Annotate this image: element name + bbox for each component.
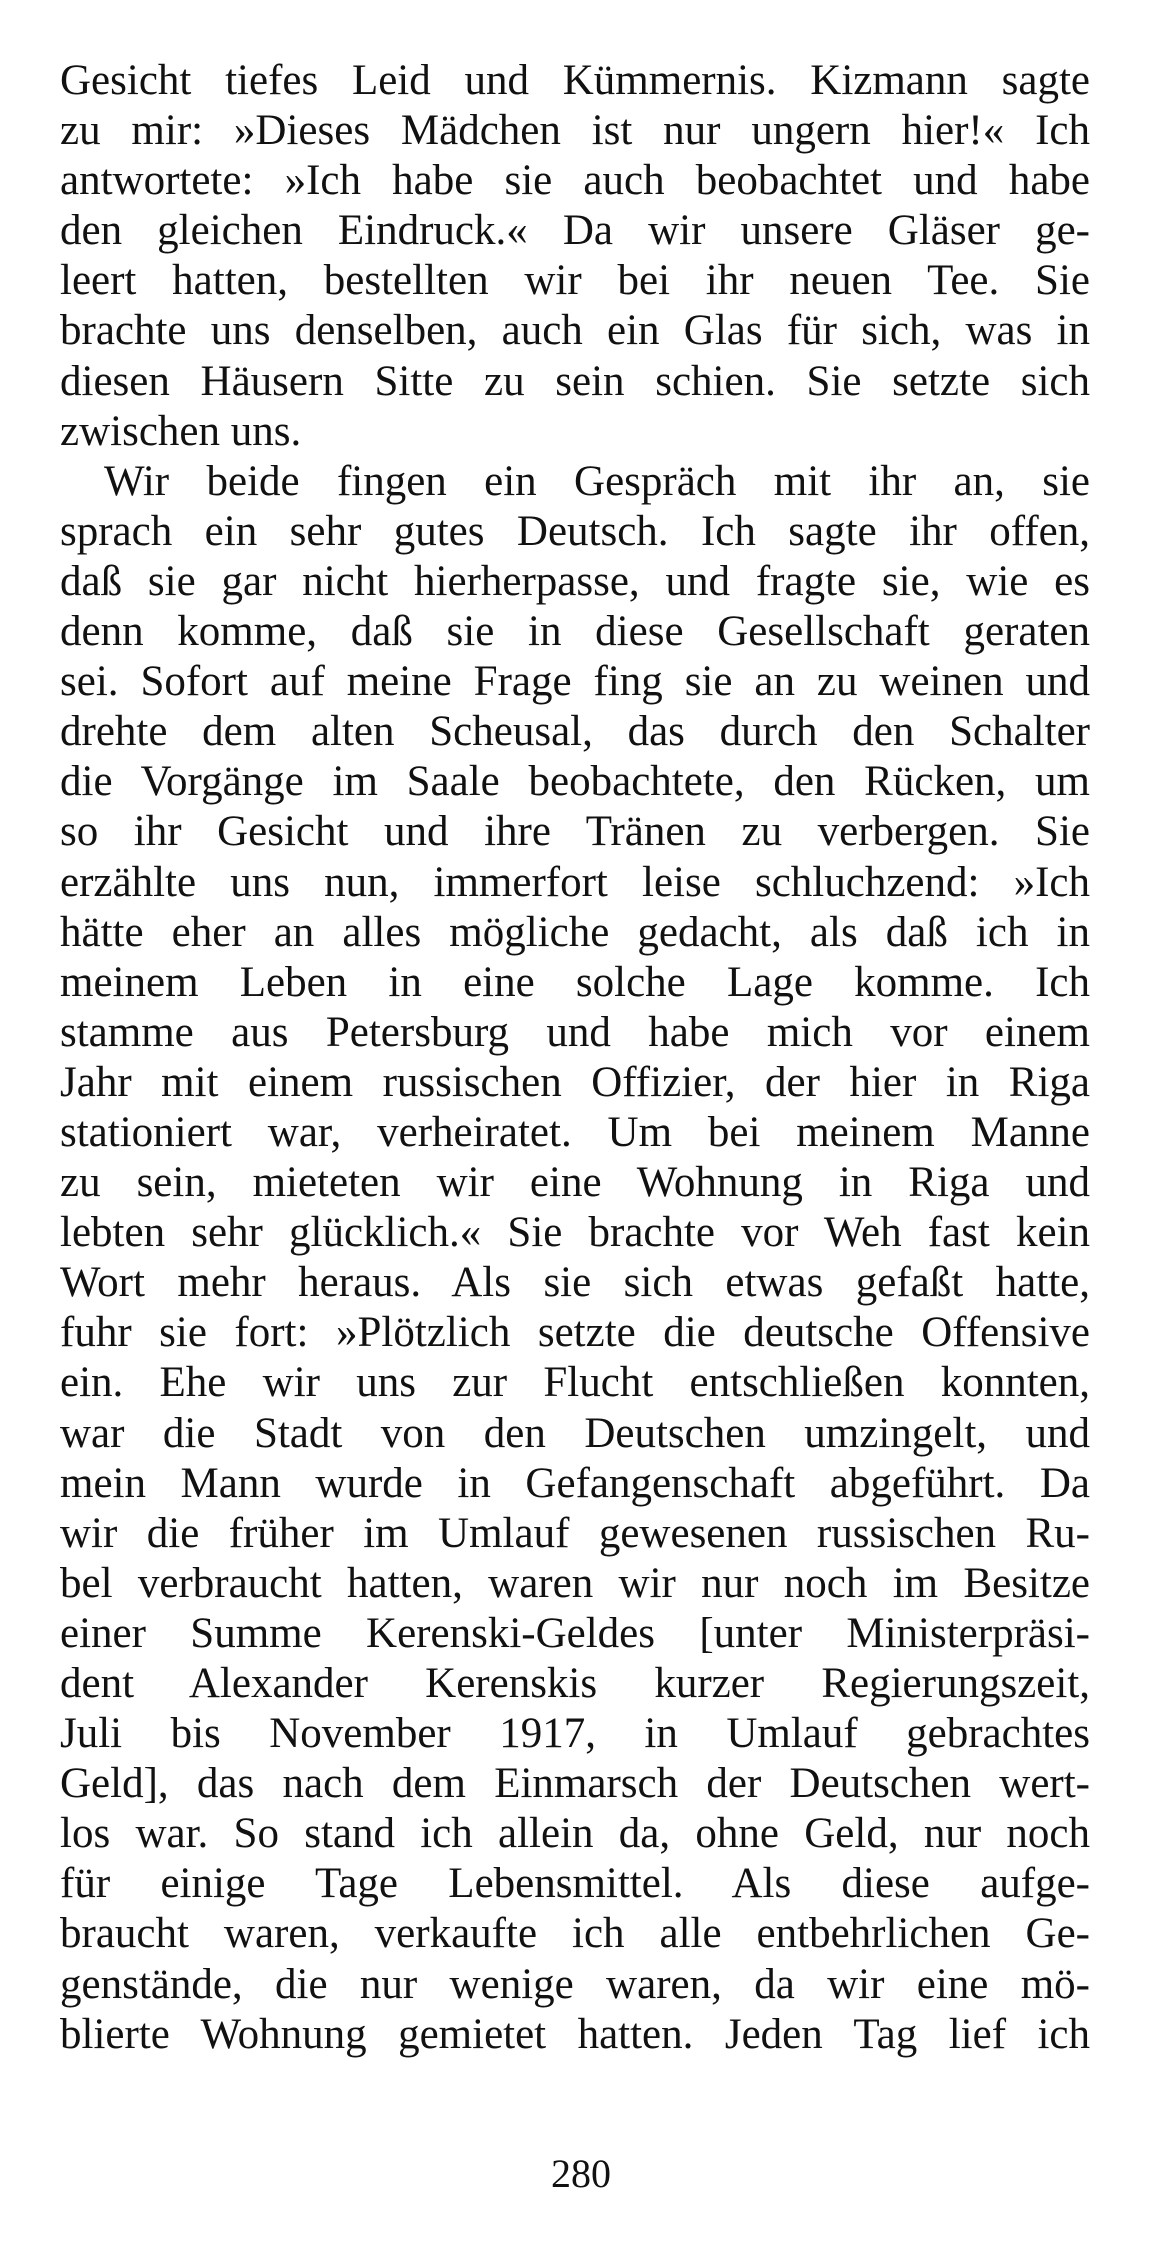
text-line: drehte dem alten Scheusal, das durch den Schalter	[60, 708, 1090, 756]
text-line: lebten sehr glücklich.« Sie brachte vor Weh fast kein	[60, 1209, 1090, 1257]
text-line: hätte eher an alles mögliche gedacht, als daß ich in	[60, 908, 1090, 956]
text-line: stamme aus Petersburg und habe mich vor einem	[60, 1008, 1090, 1056]
text-line: zu sein, mieteten wir eine Wohnung in Riga und	[60, 1159, 1090, 1207]
body-text	[60, 56, 1090, 2060]
text-line: daß sie gar nicht hierherpasse, und fragte sie, wie es	[60, 557, 1090, 605]
text-line: einer Summe Kerenski-Geldes [unter Ministerpräsi-	[60, 1609, 1090, 1657]
text-line: genstände, die nur wenige waren, da wir eine mö-	[60, 1960, 1090, 2008]
text-line: meinem Leben in eine solche Lage komme. Ich	[60, 958, 1090, 1006]
text-line: fuhr sie fort: »Plötzlich setzte die deutsche Offensive	[60, 1309, 1090, 1357]
text-line: braucht waren, verkaufte ich alle entbehrlichen Ge-	[60, 1910, 1090, 1958]
text-line: war die Stadt von den Deutschen umzingelt, und	[60, 1409, 1090, 1457]
paragraph	[60, 457, 1090, 2060]
paragraph	[60, 56, 1090, 457]
text-line: wir die früher im Umlauf gewesenen russischen Ru-	[60, 1509, 1090, 1557]
text-line: Juli bis November 1917, in Umlauf gebrachtes	[60, 1710, 1090, 1758]
text-line: dent Alexander Kerenskis kurzer Regierungszeit,	[60, 1660, 1090, 1707]
text-line: blierte Wohnung gemietet hatten. Jeden Tag lief ich	[60, 2010, 1090, 2058]
text-line: erzählte uns nun, immerfort leise schluchzend: »Ich	[60, 858, 1090, 906]
text-line: antwortete: »Ich habe sie auch beobachtet und habe	[60, 157, 1090, 205]
text-line: sei. Sofort auf meine Frage fing sie an zu weinen und	[60, 658, 1090, 706]
text-line: Jahr mit einem russischen Offizier, der hier in Riga	[60, 1058, 1090, 1106]
text-line: mein Mann wurde in Gefangenschaft abgeführt. Da	[60, 1459, 1090, 1507]
text-line: die Vorgänge im Saale beobachtete, den Rücken, um	[60, 758, 1090, 806]
text-line: los war. So stand ich allein da, ohne Geld, nur noch	[60, 1810, 1090, 1858]
page-number: 280	[551, 2151, 611, 2196]
text-line: zu mir: »Dieses Mädchen ist nur ungern hier!« Ich	[60, 107, 1090, 155]
text-line: stationiert war, verheiratet. Um bei meinem Manne	[60, 1108, 1090, 1156]
text-line: leert hatten, bestellten wir bei ihr neuen Tee. Sie	[60, 257, 1090, 305]
text-line: Wort mehr heraus. Als sie sich etwas gefaßt hatte,	[60, 1259, 1090, 1307]
text-line: Geld], das nach dem Einmarsch der Deutschen wert-	[60, 1760, 1090, 1808]
text-line: für einige Tage Lebensmittel. Als diese aufge-	[60, 1860, 1090, 1908]
text-line: brachte uns denselben, auch ein Glas für sich, was in	[60, 307, 1090, 355]
text-line: Wir beide fingen ein Gespräch mit ihr an, sie	[104, 457, 1090, 505]
text-line: so ihr Gesicht und ihre Tränen zu verbergen. Sie	[60, 808, 1090, 856]
text-line: diesen Häusern Sitte zu sein schien. Sie setzte sich	[60, 357, 1090, 405]
text-line: ein. Ehe wir uns zur Flucht entschließen konnten,	[60, 1359, 1090, 1407]
text-line: zwischen uns.	[60, 407, 302, 455]
text-line: bel verbraucht hatten, waren wir nur noch im Besitze	[60, 1559, 1090, 1607]
text-line: den gleichen Eindruck.« Da wir unsere Gläser ge-	[60, 207, 1090, 255]
text-line: Gesicht tiefes Leid und Kümmernis. Kizmann sagte	[60, 57, 1090, 104]
text-line: denn komme, daß sie in diese Gesellschaft geraten	[60, 608, 1090, 656]
text-line: sprach ein sehr gutes Deutsch. Ich sagte ihr offen,	[60, 507, 1090, 555]
